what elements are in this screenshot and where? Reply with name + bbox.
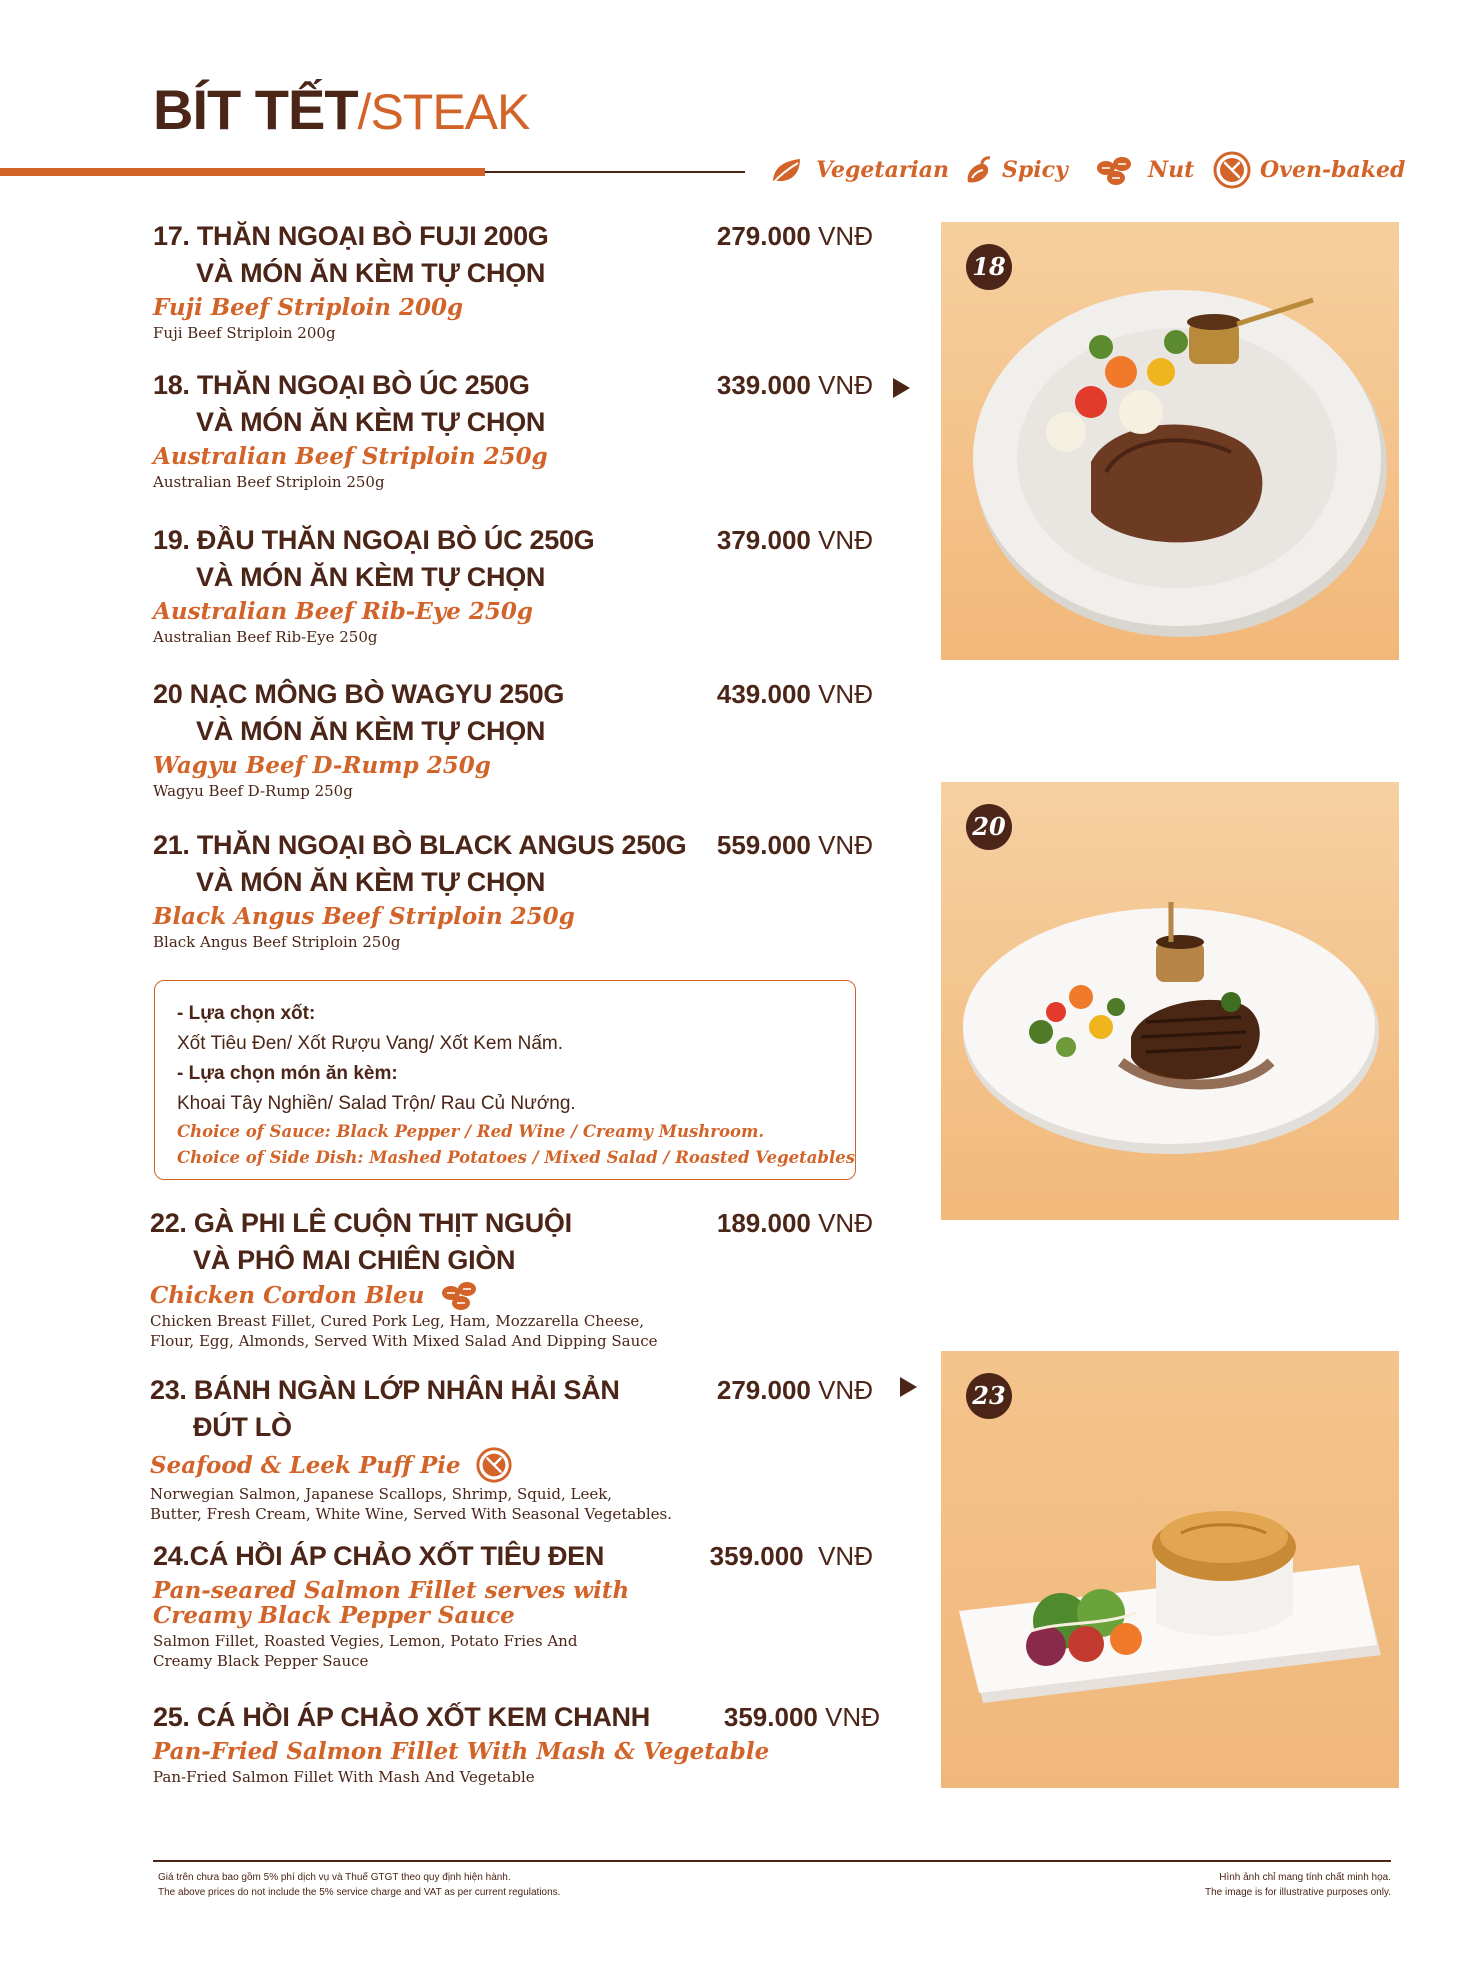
nut-icon: [1094, 154, 1140, 186]
sauce-choices-en: Choice of Sauce: Black Pepper / Red Wine / Creamy Mushroom.: [177, 1122, 765, 1141]
item-name-vn: 21. THĂN NGOẠI BÒ BLACK ANGUS 250G: [153, 830, 687, 860]
item-description: Butter, Fresh Cream, White Wine, Served With Seasonal Vegetables.: [150, 1505, 673, 1523]
item-price: 559.000 VNĐ: [716, 830, 873, 860]
item-name-en: Seafood & Leek Puff Pie: [150, 1451, 461, 1479]
menu-item-19: [153, 522, 913, 647]
menu-item-24: [153, 1538, 913, 1671]
side-choices-en: Choice of Side Dish: Mashed Potatoes / Mixed Salad / Roasted Vegetables: [177, 1148, 856, 1167]
item-name-vn: 22. GÀ PHI LÊ CUỘN THỊT NGUỘI: [150, 1208, 572, 1238]
header-rule: [485, 171, 745, 173]
vegetarian-icon: [770, 155, 808, 185]
spicy-icon: [962, 154, 994, 186]
sauce-heading: - Lựa chọn xốt:: [177, 1003, 316, 1024]
legend-spicy: Spicy: [962, 150, 1068, 190]
item-name-vn: 18. THĂN NGOẠI BÒ ÚC 250G: [153, 370, 530, 400]
item-description: Wagyu Beef D-Rump 250g: [153, 782, 353, 800]
photo-steak-20: [941, 782, 1399, 1220]
item-name-vn: 19. ĐẦU THĂN NGOẠI BÒ ÚC 250G: [153, 525, 595, 555]
footer-rule: [153, 1860, 1391, 1862]
puff-pie-image: [941, 1351, 1399, 1788]
menu-item-18: [153, 367, 913, 492]
item-price: 359.000 VNĐ: [723, 1702, 880, 1732]
legend-vegetarian: Vegetarian: [770, 150, 949, 190]
item-description: Chicken Breast Fillet, Cured Pork Leg, Ham, Mozzarella Cheese,: [150, 1312, 645, 1330]
item-price: 279.000 VNĐ: [716, 1375, 873, 1405]
item-name-vn: 17. THĂN NGOẠI BÒ FUJI 200G: [153, 221, 549, 251]
item-name-en: Fuji Beef Striploin 200g: [153, 294, 464, 321]
item-name-vn-line2: VÀ MÓN ĂN KÈM TỰ CHỌN: [196, 258, 546, 288]
photo-pointer-arrow: [900, 1377, 917, 1397]
menu-item-25: [153, 1699, 913, 1787]
item-price: 339.000 VNĐ: [716, 370, 873, 400]
item-name-en: Pan-seared Salmon Fillet serves with: [153, 1577, 630, 1604]
legend-oven-baked: Oven-baked: [1212, 150, 1405, 190]
item-description: Black Angus Beef Striploin 250g: [153, 933, 401, 951]
item-name-en: Black Angus Beef Striploin 250g: [153, 903, 575, 930]
menu-item-21: [153, 827, 913, 952]
item-description: Norwegian Salmon, Japanese Scallops, Shrimp, Squid, Leek,: [150, 1485, 613, 1503]
item-name-en: Australian Beef Striploin 250g: [153, 443, 548, 470]
item-price: 359.000 VNĐ: [709, 1541, 873, 1571]
item-price: 439.000 VNĐ: [716, 679, 873, 709]
item-name-vn: 23. BÁNH NGÀN LỚP NHÂN HẢI SẢN: [150, 1375, 620, 1405]
photo-puff-pie-23: [941, 1351, 1399, 1788]
item-description: Australian Beef Striploin 250g: [153, 473, 385, 491]
item-name-vn: 24.CÁ HỒI ÁP CHẢO XỐT TIÊU ĐEN: [153, 1541, 605, 1571]
side-heading: - Lựa chọn món ăn kèm:: [177, 1063, 398, 1084]
item-name-vn-line2: ĐÚT LÒ: [193, 1412, 292, 1442]
item-description: Fuji Beef Striploin 200g: [153, 324, 336, 342]
item-name-vn-line2: VÀ MÓN ĂN KÈM TỰ CHỌN: [196, 867, 546, 897]
nut-icon: [439, 1279, 485, 1311]
item-name-en: Pan-Fried Salmon Fillet With Mash & Vegetable: [153, 1738, 770, 1765]
oven-baked-icon: [1212, 150, 1252, 190]
page-title-en: STEAK: [370, 84, 530, 140]
options-box: [154, 980, 856, 1180]
header-rule-accent: [0, 168, 485, 176]
steak-plate-image: [941, 222, 1399, 660]
item-name-vn-line2: VÀ MÓN ĂN KÈM TỰ CHỌN: [196, 562, 546, 592]
item-name-en: Wagyu Beef D-Rump 250g: [153, 752, 491, 779]
photo-badge: 23: [966, 1373, 1012, 1419]
side-choices: Khoai Tây Nghiền/ Salad Trộn/ Rau Củ Nướng.: [177, 1093, 576, 1114]
item-name-vn-line2: VÀ MÓN ĂN KÈM TỰ CHỌN: [196, 407, 546, 437]
photo-badge: 18: [966, 244, 1012, 290]
item-name-vn: 25. CÁ HỒI ÁP CHẢO XỐT KEM CHANH: [153, 1702, 650, 1732]
photo-pointer-arrow: [893, 378, 910, 398]
photo-badge: 20: [966, 804, 1012, 850]
legend-nut: Nut: [1094, 150, 1194, 190]
photo-steak-18: [941, 222, 1399, 660]
item-description: Salmon Fillet, Roasted Vegies, Lemon, Potato Fries And: [153, 1632, 578, 1650]
item-price: 279.000 VNĐ: [716, 221, 873, 251]
menu-item-20: [153, 676, 913, 801]
footer-note-left: Giá trên chưa bao gồm 5% phí dịch vụ và Thuế GTGT theo quy định hiện hành. The above prices do not include the 5% service charge and VAT as per current regulations.: [158, 1872, 561, 1898]
footer-note-right: Hình ảnh chỉ mang tính chất minh họa. The image is for illustrative purposes only.: [1204, 1872, 1391, 1898]
page-title: BÍT TẾT/STEAK: [153, 78, 530, 141]
item-name-vn: 20 NẠC MÔNG BÒ WAGYU 250G: [153, 679, 565, 709]
sauce-choices: Xốt Tiêu Đen/ Xốt Rượu Vang/ Xốt Kem Nấm.: [177, 1033, 564, 1054]
item-name-vn-line2: VÀ PHÔ MAI CHIÊN GIÒN: [193, 1245, 516, 1275]
item-name-en: Chicken Cordon Bleu: [150, 1281, 425, 1309]
item-price: 189.000 VNĐ: [716, 1208, 873, 1238]
item-name-en: Australian Beef Rib-Eye 250g: [153, 598, 533, 625]
oven-baked-icon: [475, 1446, 513, 1484]
wagyu-plate-image: [941, 782, 1399, 1220]
menu-item-22: [150, 1205, 910, 1351]
item-name-vn-line2: VÀ MÓN ĂN KÈM TỰ CHỌN: [196, 716, 546, 746]
menu-item-17: [153, 218, 913, 343]
item-description: Australian Beef Rib-Eye 250g: [153, 628, 378, 646]
item-description: Flour, Egg, Almonds, Served With Mixed Salad And Dipping Sauce: [150, 1332, 658, 1350]
item-price: 379.000 VNĐ: [716, 525, 873, 555]
item-description: Creamy Black Pepper Sauce: [153, 1652, 369, 1670]
item-description: Pan-Fried Salmon Fillet With Mash And Vegetable: [153, 1768, 535, 1786]
item-name-en-line2: Creamy Black Pepper Sauce: [153, 1602, 515, 1629]
menu-item-23: [150, 1372, 910, 1524]
